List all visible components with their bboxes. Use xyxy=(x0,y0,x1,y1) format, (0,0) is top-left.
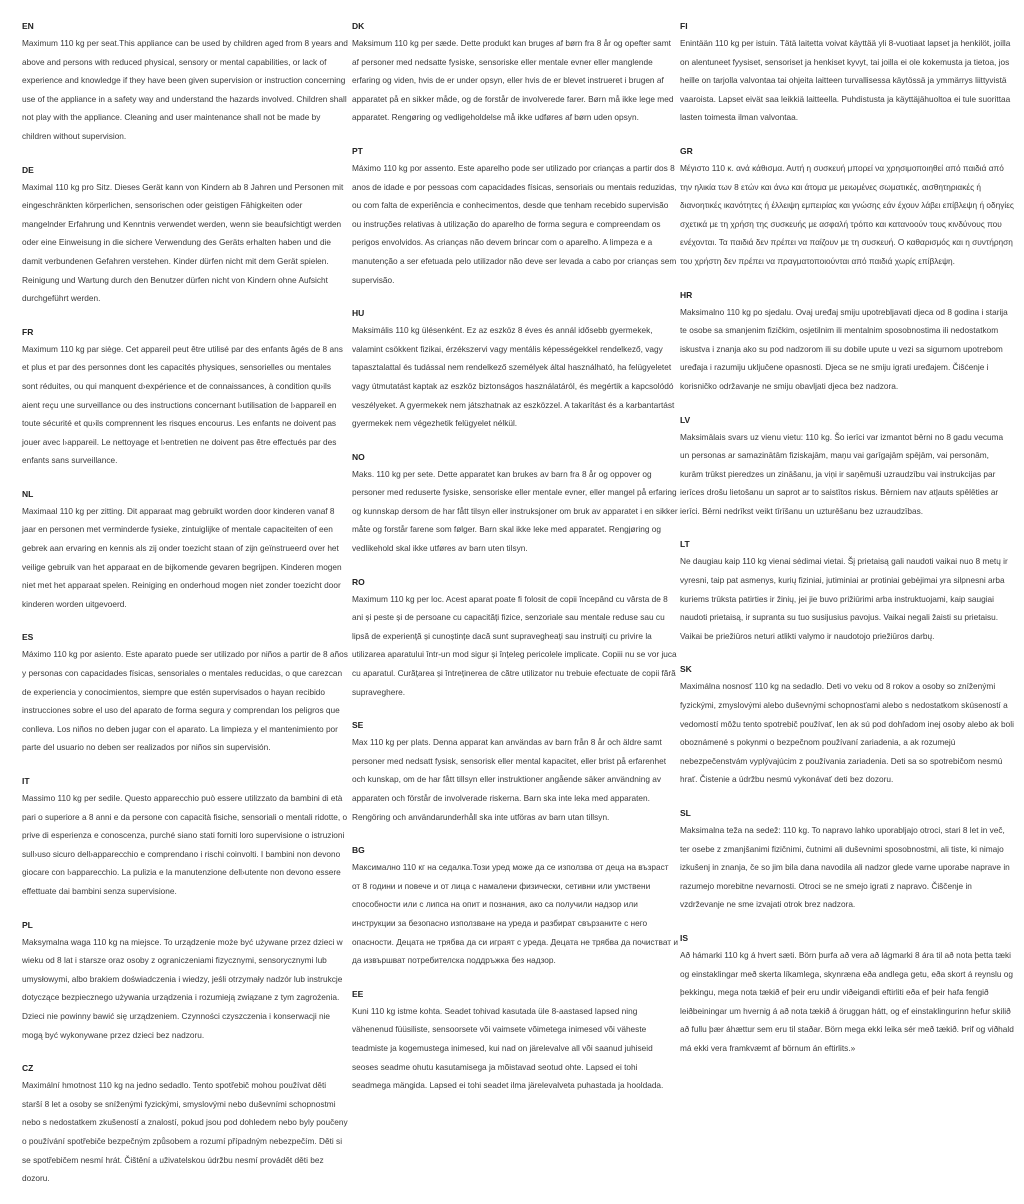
section-text: Að hámarki 110 kg á hvert sæti. Börn þurfa að vera að lágmarki 8 ára til að nota þetta tæki og einstaklingar með skerta líkamlega, skynræna eða andlega getu, eða skort á reynslu og þekkingu, mega nota tækið ef þeir eru undir viðeigandi eftirliti eða ef þeir hafa fengið leiðbeiningar um hvernig á að nota tækið á öruggan hátt, og ef einstaklingurinn hefur skilið að fullu þær áhættur sem eru til staðar. Börn mega ekki leika sér með tækið. Þrif og viðhald má ekki vera framkvæmt af börnum án eftirlits.» xyxy=(680,949,1014,1053)
section-ro xyxy=(352,574,678,702)
section-text: Max 110 kg per plats. Denna apparat kan användas av barn från 8 år och äldre samt personer med nedsatt fysisk, sensorisk eller mental kapacitet, eller brist på erfarenhet och kunskap, om de har fått tillsyn eller instruktioner angående säker användning av apparaten och förstår de involverade riskerna. Barn ska inte leka med apparaten. Rengöring och användarunderhåll ska inte utföras av barn utan tillsyn. xyxy=(352,737,667,822)
section-se xyxy=(352,717,678,826)
language-code: LT xyxy=(680,539,690,550)
language-code: DE xyxy=(22,164,34,175)
language-code: SL xyxy=(680,808,691,818)
section-en xyxy=(22,18,348,146)
section-text: Maximum 110 kg per loc. Acest aparat poate fi folosit de copii începând cu vârsta de 8 ani și peste și de persoane cu capacități fizice, senzoriale sau mentale reduse sau cu lipsă de experiență și cunoștințe dacă sunt supravegheați sau instruiți cu privire la utilizarea aparatului într-un mod sigur și înțeleg pericolele implicate. Copiii nu se vor juca cu aparatul. Curățarea și întreținerea de către utilizator nu trebuie efectuate de copii fără supraveghere. xyxy=(352,593,677,697)
section-de xyxy=(22,162,348,308)
language-code: RO xyxy=(352,576,365,587)
section-gr xyxy=(680,143,1014,271)
section-is xyxy=(680,930,1014,1058)
language-code: IT xyxy=(22,776,30,786)
section-text: Maximal 110 kg pro Sitz. Dieses Gerät kann von Kindern ab 8 Jahren und Personen mit eingeschränkten körperlichen, sensorischen oder geistigen Fähigkeiten oder mangelnder Erfahrung und Kenntnis verwendet werden, wenn sie beaufsichtigt werden oder eine Einweisung in die sichere Verwendung des Geräts erhalten haben und die damit verbundenen Gefahren verstehen. Kinder dürfen nicht mit dem Gerät spielen. Reinigung und Wartung durch den Benutzer dürfen nicht von Kindern ohne Aufsicht durchgeführt werden. xyxy=(22,181,344,304)
language-code: BG xyxy=(352,845,365,856)
section-nl xyxy=(22,486,348,614)
language-code: EN xyxy=(22,21,34,31)
language-code: EE xyxy=(352,988,364,999)
section-text: Maksymalna waga 110 kg na miejsce. To urządzenie może być używane przez dzieci w wieku od 8 lat i starsze oraz osoby z ograniczeniami fizycznymi, sensorycznymi lub umysłowymi, albo brakiem doświadczenia i wiedzy, jeśli otrzymały nadzór lub instrukcje dotyczące bezpiecznego używania urządzenia i rozumieją związane z tym zagrożenia. Dzieci nie powinny bawić się urządzeniem. Czynności czyszczenia i konserwacji nie mogą być wykonywane przez dzieci bez nadzoru. xyxy=(22,936,343,1040)
section-fi xyxy=(680,18,1014,127)
section-text: Maksimális 110 kg ülésenként. Ez az eszköz 8 éves és annál idősebb gyermekek, valamint csökkent fizikai, érzékszervi vagy mentális képességekkel rendelkező, vagy tapasztalattal és tudással nem rendelkező személyek által használható, ha felügyeletet vagy útmutatást kaptak az eszköz biztonságos használatáról, és megértik a kapcsolódó veszélyeket. A gyermekek nem játszhatnak az eszközzel. A takarítást és a karbantartást gyermekek nem végezhetik felügyelet nélkül. xyxy=(352,325,675,429)
language-code: HR xyxy=(680,289,693,300)
section-text: Maks. 110 kg per sete. Dette apparatet kan brukes av barn fra 8 år og oppover og personer med reduserte fysiske, sensoriske eller mentale evner, eller mangel på erfaring og kunnskap dersom de har fått tilsyn eller instruksjoner om bruk av apparatet i en sikker måte og forstår farene som følger. Barn skal ikke leke med apparatet. Rengjøring og vedlikehold skal ikke utføres av barn uten tilsyn. xyxy=(352,468,678,554)
section-text: Máximo 110 kg por asiento. Este aparato puede ser utilizado por niños a partir de 8 años y personas con capacidades físicas, sensoriales o mentales reducidas, o que carezcan de experiencia y conocimientos, siempre que estén supervisados o hayan recibido instrucciones sobre el uso del aparato de forma segura y comprendan los peligros que conlleva. Los niños no deben jugar con el aparato. La limpieza y el mantenimiento por parte del usuario no deben ser realizados por niños sin supervisión. xyxy=(22,649,348,753)
section-cz xyxy=(22,1060,348,1188)
section-text: Massimo 110 kg per sedile. Questo apparecchio può essere utilizzato da bambini di età pari o superiore a 8 anni e da persone con capacità fisiche, sensoriali o mentali ridotte, o prive di esperienza e conoscenza, purché siano stati forniti loro supervisione o istruzioni sull›uso sicuro dell›apparecchio e comprendano i rischi coinvolti. I bambini non devono giocare con l›apparecchio. La pulizia e la manutenzione dell›utente non devono essere effettuate dai bambini senza supervisione. xyxy=(22,793,348,896)
section-pt xyxy=(352,143,678,289)
section-text: Maximální hmotnost 110 kg na jedno sedadlo. Tento spotřebič mohou používat děti starší 8 let a osoby se sníženými fyzickými, smyslovými nebo duševními schopnostmi nebo s nedostatkem zkušeností a znalostí, pokud jsou pod dohledem nebo byly poučeny o používání spotřebiče bezpečným způsobem a rozumí případným nebezpečím. Děti si se spotřebičem nesmí hrát. Čištění a uživatelskou údržbu nesmí provádět děti bez dozoru. xyxy=(22,1080,348,1184)
language-code: PT xyxy=(352,145,363,156)
section-sl xyxy=(680,805,1014,914)
section-text: Maximum 110 kg par siège. Cet appareil peut être utilisé par des enfants âgés de 8 ans et plus et par des personnes dont les capacités physiques, sensorielles ou mentales sont réduites, ou qui manquent d›expérience et de connaissances, à condition qu›ils aient reçu une surveillance ou des instructions concernant l›utilisation de l›appareil en toute sécurité et qu›ils comprennent les risques encourus. Les enfants ne doivent pas jouer avec l›appareil. Le nettoyage et l›entretien ne doivent pas être effectués par des enfants sans surveillance. xyxy=(22,343,343,466)
section-text: Enintään 110 kg per istuin. Tätä laitetta voivat käyttää yli 8-vuotiaat lapset ja henkilöt, joilla on alentuneet fyysiset, sensoriset ja henkiset kyvyt, tai joilla ei ole kokemusta ja tietoa, jos heille on tarjolla valvontaa tai ohjeita laitteen turvallisessa käytössä ja ymmärrys liittyvistä vaaroista. Lapset eivät saa leikkiä laitteella. Puhdistusta ja käyttäjähuoltoa ei tule suorittaa lasten toimesta ilman valvontaa. xyxy=(680,38,1011,123)
section-bg xyxy=(352,842,678,970)
language-code: NL xyxy=(22,488,34,499)
section-it xyxy=(22,773,348,901)
section-text: Kuni 110 kg istme kohta. Seadet tohivad kasutada üle 8-aastased lapsed ning vähenenud füüsiliste, sensoorsete või vaimsete võimetega inimesed või väheste teadmiste ja kogemustega inimesed, kui nad on järelevalve all või saanud juhiseid seoses seadme ohutu kasutamisega ja mõistavad seotud ohte. Lapsed ei tohi seadmega mängida. Lapsed ei tohi seadet ilma järelevalveta puhastada ja hooldada. xyxy=(352,1005,664,1091)
language-code: SK xyxy=(680,664,692,675)
language-code: DK xyxy=(352,21,365,31)
section-text: Maksimalna teža na sedež: 110 kg. To napravo lahko uporabljajo otroci, stari 8 let in več, ter osebe z zmanjšanimi fizičnimi, čutnimi ali duševnimi sposobnostmi, ali tiste, ki nimajo izkušenj in znanja, če so jim bila dana navodila ali nadzor glede varne uporabe naprave in razumejo morebitne nevarnosti. Otroci se ne smejo igrati z napravo. Čiščenje in vzdrževanje ne sme izvajati otrok brez nadzora. xyxy=(680,825,1010,910)
section-pl xyxy=(22,917,348,1045)
language-code: HU xyxy=(352,308,365,319)
section-fr xyxy=(22,324,348,470)
section-es xyxy=(22,629,348,757)
language-code: CZ xyxy=(22,1063,34,1074)
section-text: Максимално 110 кг на седалка.Този уред може да се използва от деца на възраст от 8 години и повече и от лица с намалени физически, сетивни или умствени способности или с липса на опит и познания, ако са получили надзор или инструкции за безопасно използване на уреда и разбират свързаните с него опасности. Децата не трябва да си играят с уреда. Децата не трябва да почистват и да извършват потребителска поддръжка без надзор. xyxy=(352,862,678,966)
language-code: ES xyxy=(22,632,34,643)
language-code: PL xyxy=(22,919,33,930)
section-text: Maksimum 110 kg per sæde. Dette produkt kan bruges af børn fra 8 år og opefter samt af personer med nedsatte fysiske, sensoriske eller mentale evner eller manglende erfaring og viden, hvis de er under opsyn, eller hvis de er blevet instrueret i brugen af apparatet på en sikker måde, og de forstår de involverede farer. Børn må ikke lege med apparatet. Rengøring og vedligeholdelse må ikke udføres af børn uden opsyn. xyxy=(352,38,674,123)
section-text: Μέγιστο 110 κ. ανά κάθισμα. Αυτή η συσκευή μπορεί να χρησιμοποιηθεί από παιδιά από την ηλικία των 8 ετών και άνω και άτομα με μειωμένες σωματικές, αισθητηριακές ή διανοητικές ικανότητες ή έλλειψη εμπειρίας και γνώσης εάν έχουν λάβει επίβλεψη ή οδηγίες σχετικά με τη χρήση της συσκευής με ασφαλή τρόπο και κατανοούν τους κινδύνους που ενέχονται. Τα παιδιά δεν πρέπει να παίζουν με τη συσκευή. Ο καθαρισμός και η συντήρηση του χρήστη δεν πρέπει να πραγματοποιούνται από παιδιά χωρίς επίβλεψη. xyxy=(680,162,1014,266)
language-code: FI xyxy=(680,21,688,31)
column-2 xyxy=(352,18,678,1111)
language-code: NO xyxy=(352,451,365,462)
section-sk xyxy=(680,661,1014,789)
section-text: Máximo 110 kg por assento. Este aparelho pode ser utilizado por crianças a partir dos 8 anos de idade e por pessoas com capacidades físicas, sensoriais ou mentais reduzidas, ou com falta de experiência e conhecimentos, desde que tenham recebido supervisão ou instruções relativas à utilização do aparelho de forma segura e compreendam os perigos envolvidos. As crianças não devem brincar com o aparelho. A limpeza e a manutenção a ser efetuada pelo utilizador não deve ser levada a cabo por crianças sem supervisão. xyxy=(352,162,677,285)
section-text: Ne daugiau kaip 110 kg vienai sėdimai vietai. Šį prietaisą gali naudoti vaikai nuo 8 metų ir vyresni, taip pat asmenys, kurių fiziniai, jutiminiai ar protiniai gebėjimai yra silpnesni arba kuriems trūksta patirties ir žinių, jei jie buvo prižiūrimi arba instruktuojami, kaip saugiai naudoti prietaisą, ir supranta su tuo susijusius pavojus. Vaikai negali žaisti su prietaisu. Vaikai be priežiūros neturi atlikti valymo ir naudotojo priežiūros darbų. xyxy=(680,556,1008,641)
column-3 xyxy=(680,18,1014,1074)
section-lt xyxy=(680,536,1014,645)
section-text: Maximaal 110 kg per zitting. Dit apparaat mag gebruikt worden door kinderen vanaf 8 jaar en personen met verminderde fysieke, zintuiglijke of mentale capaciteiten of een gebrek aan ervaring en kennis als zij onder toezicht staan of zijn geïnstrueerd over het veilige gebruik van het apparaat en de bijkomende gevaren begrijpen. Kinderen mogen niet met het apparaat spelen. Reiniging en onderhoud mogen niet zonder toezicht door kinderen worden uitgevoerd. xyxy=(22,505,342,609)
section-hr xyxy=(680,287,1014,396)
language-code: GR xyxy=(680,145,693,156)
section-dk xyxy=(352,18,678,127)
section-ee xyxy=(352,986,678,1095)
section-text: Maksimalno 110 kg po sjedalu. Ovaj uređaj smiju upotrebljavati djeca od 8 godina i starija te osobe sa smanjenim fizičkim, osjetilnim ili mentalnim sposobnostima ili nedostatkom iskustva i znanja ako su pod nadzorom ili su dobile upute u vezi sa sigurnom upotrebom uređaja i razumiju uključene opasnosti. Djeca se ne smiju igrati uređajem. Čišćenje i korisničko održavanje ne smiju obavljati djeca bez nadzora. xyxy=(680,306,1008,391)
section-text: Maximálna nosnosť 110 kg na sedadlo. Deti vo veku od 8 rokov a osoby so zníženými fyzickými, zmyslovými alebo duševnými schopnosťami alebo s nedostatkom skúseností a vedomostí môžu tento spotrebič používať, len ak sú pod dohľadom inej osoby alebo ak boli oboznámené s pokynmi o bezpečnom používaní zariadenia, a ak rozumejú nebezpečenstvám vyplývajúcim z používania zariadenia. Deti sa so spotrebičom nesmú hrať. Čistenie a údržbu nesmú vykonávať deti bez dozoru. xyxy=(680,681,1014,785)
language-code: FR xyxy=(22,326,34,337)
section-lv xyxy=(680,412,1014,521)
language-code: SE xyxy=(352,720,364,731)
section-hu xyxy=(352,305,678,433)
language-code: IS xyxy=(680,932,689,943)
section-text: Maksimālais svars uz vienu vietu: 110 kg. Šo ierīci var izmantot bērni no 8 gadu vecuma un personas ar samazinātām fiziskajām, maņu vai garīgajām spējām, vai personām, kurām trūkst pieredzes un zināšanu, ja viņi ir saņēmuši uzraudzību vai instrukcijas par ierīces drošu lietošanu un saprot ar to saistītos riskus. Bērniem nav atļauts spēlēties ar ierīci. Bērni nedrīkst veikt tīrīšanu un uzturēšanu bez uzraudzības. xyxy=(680,431,1004,516)
column-1 xyxy=(22,18,348,1204)
section-no xyxy=(352,449,678,558)
section-text: Maximum 110 kg per seat.This appliance can be used by children aged from 8 years and above and persons with reduced physical, sensory or mental capabilities, or lack of experience and knowledge if they have been given supervision or instruction concerning use of the appliance in a safety way and understand the hazards involved. Children shall not play with the appliance. Cleaning and user maintenance shall not be made by children without supervision. xyxy=(22,38,348,141)
language-code: LV xyxy=(680,414,691,425)
